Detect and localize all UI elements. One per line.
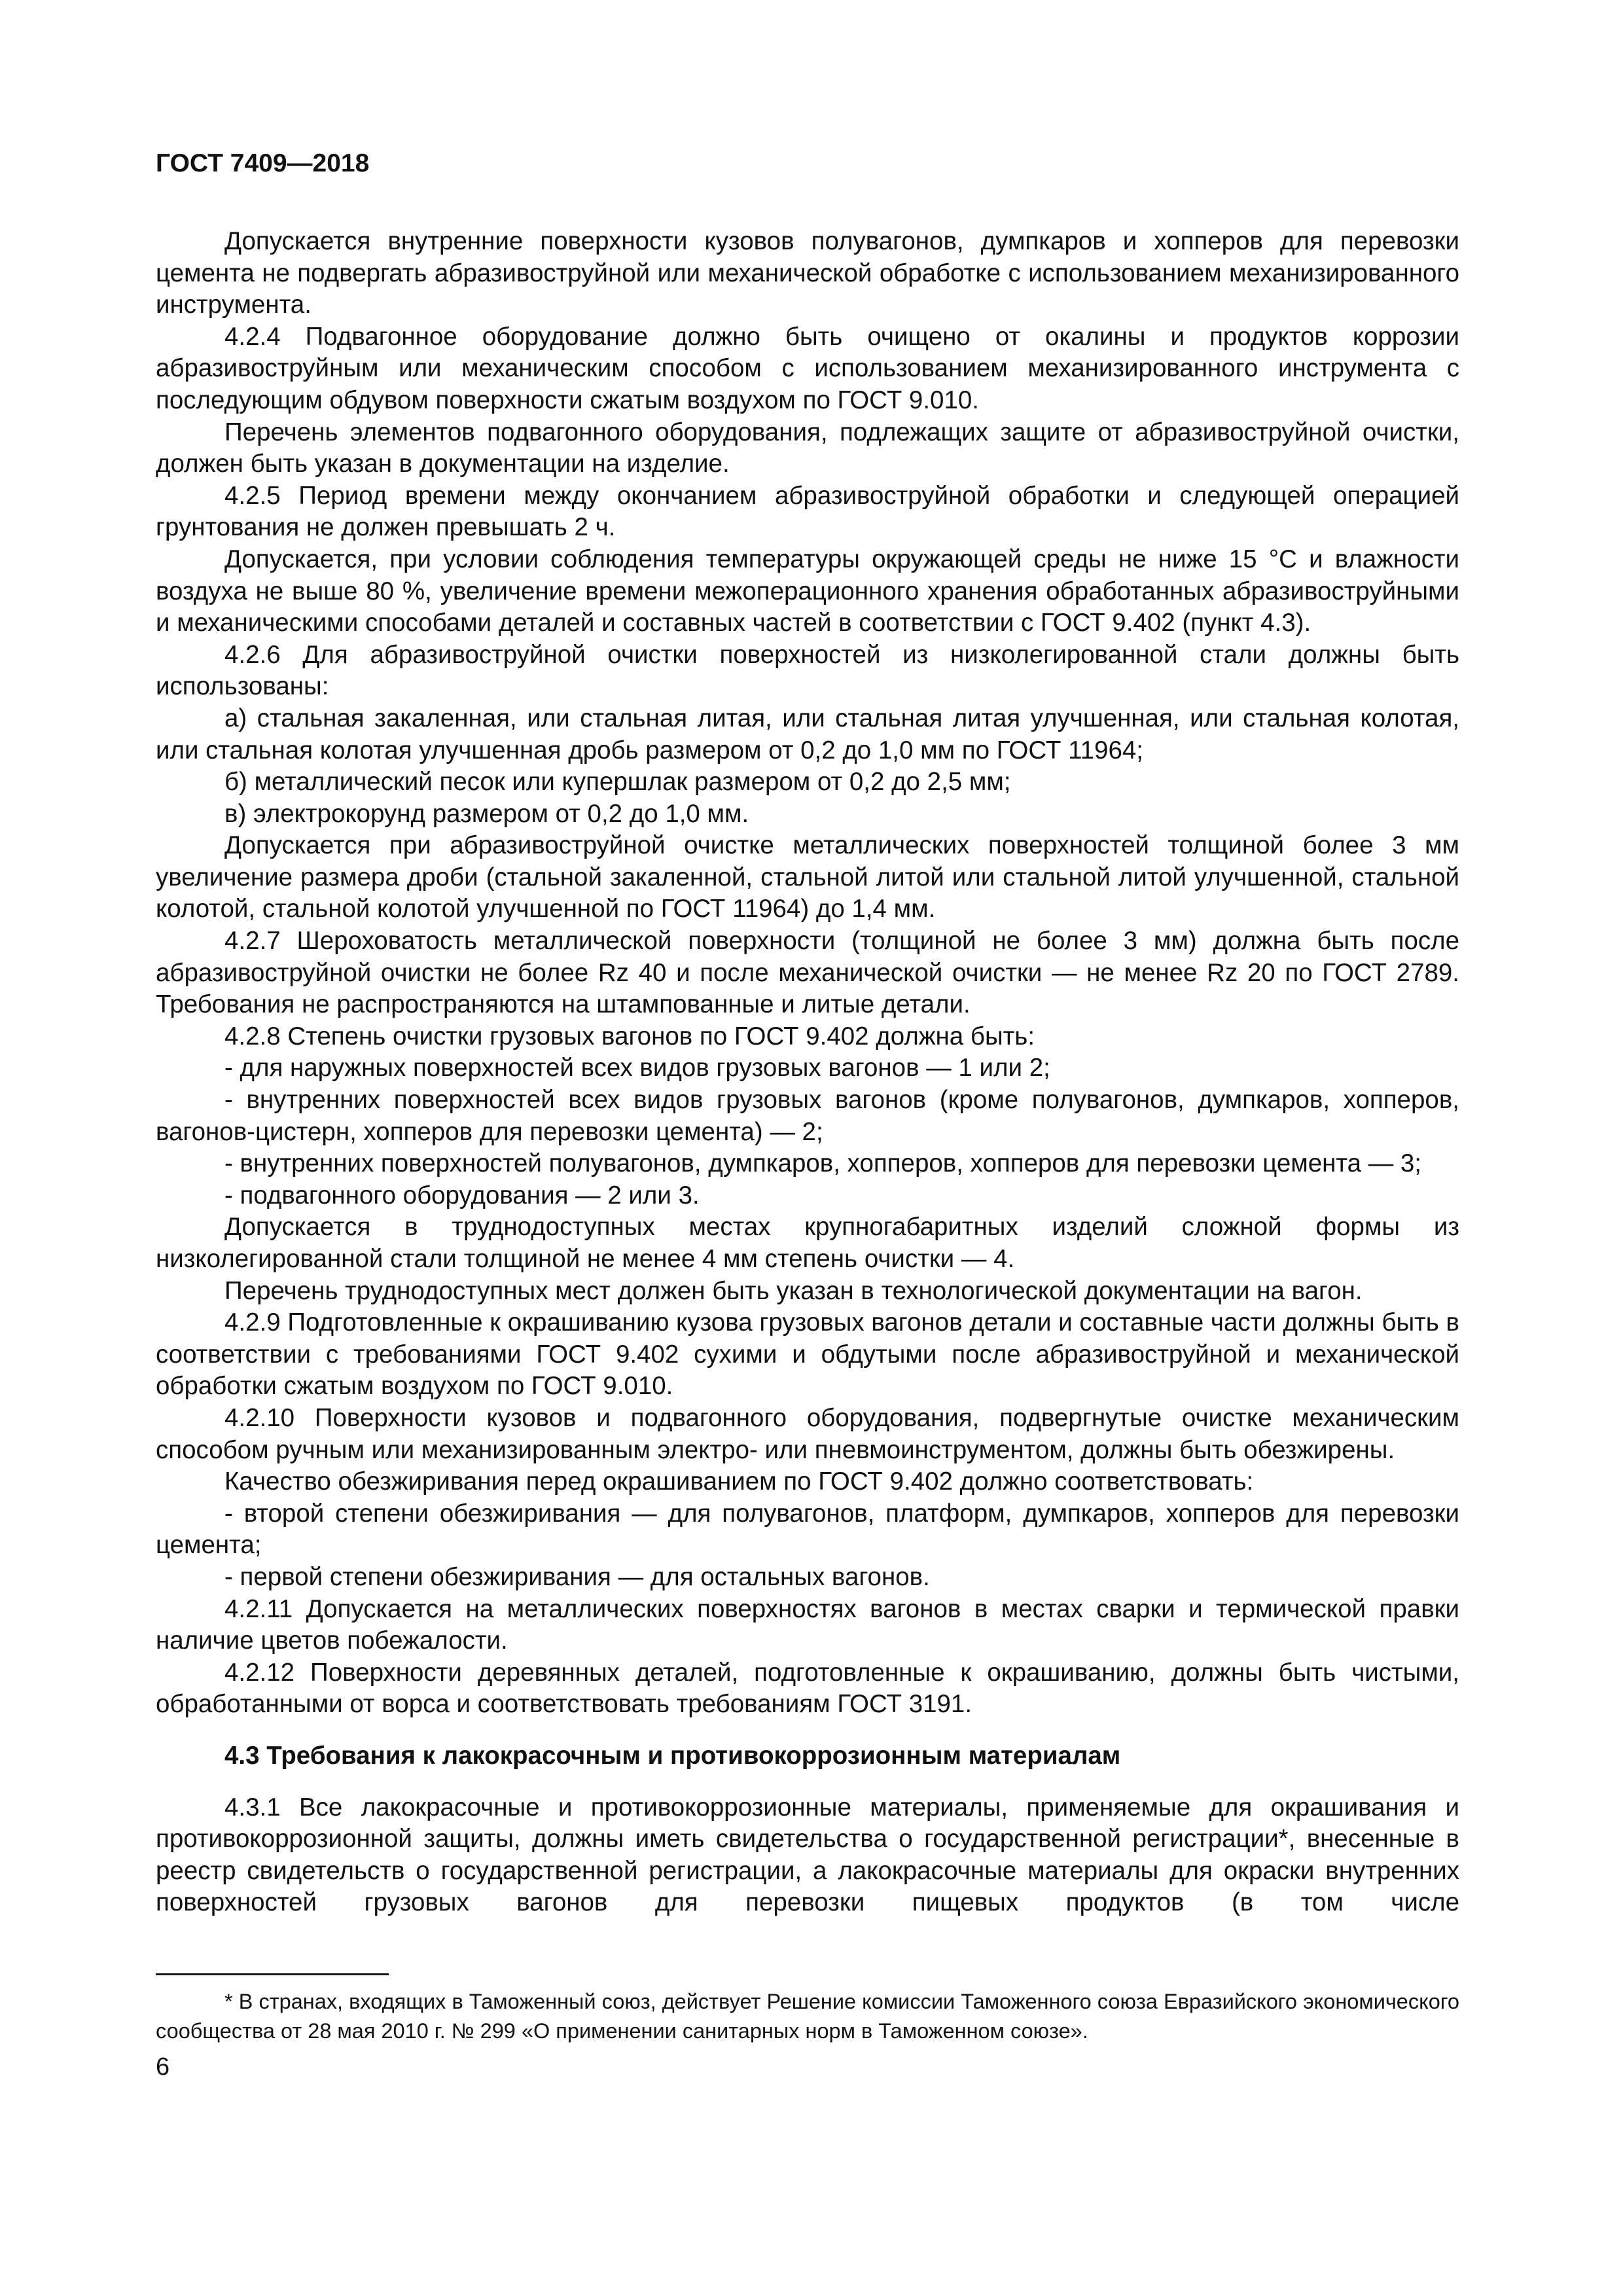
footnote-divider	[156, 1973, 389, 1975]
list-item: - подвагонного оборудования — 2 или 3.	[224, 1181, 700, 1210]
paragraph: 4.2.6 Для абразивоструйной очистки поверхностей из низколегированной стали должны быть использованы:	[156, 640, 1459, 701]
document-body	[156, 226, 1459, 1919]
footnote-text: * В странах, входящих в Таможенный союз, действует Решение комиссии Таможенного союза Евразийского экономического сообщества от 28 мая 2010 г. № 299 «О применении санитарных норм в Таможенном союзе».	[156, 1990, 1459, 2043]
list-item: а) стальная закаленная, или стальная литая, или стальная литая улучшенная, или стальная колотая, или стальная колотая улучшенная дробь размером от 0,2 до 1,0 мм по ГОСТ 11964;	[156, 704, 1459, 764]
paragraph: Допускается внутренние поверхности кузовов полувагонов, думпкаров и хопперов для перевозки цемента не подвергать абразивоструйной или механической обработке с использованием механизированного инструмента.	[156, 227, 1459, 319]
list-item: - первой степени обезжиривания — для остальных вагонов.	[224, 1562, 930, 1591]
paragraph: Качество обезжиривания перед окрашиванием по ГОСТ 9.402 должно соответствовать:	[224, 1467, 1254, 1496]
paragraph: 4.2.5 Период времени между окончанием абразивоструйной обработки и следующей операцией грунтования не должен превышать 2 ч.	[156, 481, 1459, 542]
paragraph: Перечень элементов подвагонного оборудования, подлежащих защите от абразивоструйной очистки, должен быть указан в документации на изделие.	[156, 418, 1459, 478]
list-item: - внутренних поверхностей полувагонов, думпкаров, хопперов, хопперов для перевозки цемента — 3;	[224, 1149, 1421, 1178]
list-item: б) металлический песок или купершлак размером от 0,2 до 2,5 мм;	[224, 768, 1011, 797]
paragraph: Перечень труднодоступных мест должен быть указан в технологической документации на вагон.	[224, 1276, 1363, 1305]
list-item: - внутренних поверхностей всех видов грузовых вагонов (кроме полувагонов, думпкаров, хопперов, вагонов-цистерн, хопперов для перевозки цемента) — 2;	[156, 1086, 1459, 1146]
paragraph: Допускается при абразивоструйной очистке металлических поверхностей толщиной более 3 мм увеличение размера дроби (стальной закаленной, стальной литой или стальной литой улучшенной, стальной колотой, стальной колотой улучшенной по ГОСТ 11964) до 1,4 мм.	[156, 831, 1459, 924]
paragraph: 4.2.4 Подвагонное оборудование должно быть очищено от окалины и продуктов коррозии абразивоструйным или механическим способом с использованием механизированного инструмента с последующим обдувом поверхности сжатым воздухом по ГОСТ 9.010.	[156, 322, 1459, 414]
list-item: - второй степени обезжиривания — для полувагонов, платформ, думпкаров, хопперов для перевозки цемента;	[156, 1499, 1459, 1560]
document-header: ГОСТ 7409—2018	[156, 149, 370, 177]
paragraph: Допускается, при условии соблюдения температуры окружающей среды не ниже 15 °С и влажности воздуха не выше 80 %, увеличение времени межоперационного хранения обработанных абразивоструйными и механическими способами деталей и составных частей в соответствии с ГОСТ 9.402 (пункт 4.3).	[156, 545, 1459, 637]
paragraph: 4.2.8 Степень очистки грузовых вагонов по ГОСТ 9.402 должна быть:	[224, 1022, 1035, 1050]
paragraph: 4.3.1 Все лакокрасочные и противокоррозионные материалы, применяемые для окрашивания и противокоррозионной защиты, должны иметь свидетельства о государственной регистрации*, внесенные в реестр свидетельств о государственной регистрации, а лакокрасочные материалы для окраски внутренних поверхностей грузовых вагонов для перевозки пищевых продуктов (в том числе	[156, 1793, 1459, 1917]
footnote	[156, 1987, 1459, 2046]
paragraph: 4.2.10 Поверхности кузовов и подвагонного оборудования, подвергнутые очистке механическим способом ручным или механизированным электро- или пневмоинструментом, должны быть обезжирены.	[156, 1403, 1459, 1464]
paragraph: 4.2.12 Поверхности деревянных деталей, подготовленные к окрашиванию, должны быть чистыми, обработанными от ворса и соответствовать требованиям ГОСТ 3191.	[156, 1658, 1459, 1719]
paragraph: 4.2.9 Подготовленные к окрашиванию кузова грузовых вагонов детали и составные части должны быть в соответствии с требованиями ГОСТ 9.402 сухими и обдутыми после абразивоструйной и механической обработки сжатым воздухом по ГОСТ 9.010.	[156, 1308, 1459, 1401]
section-heading: 4.3 Требования к лакокрасочным и противокоррозионным материалам	[224, 1741, 1121, 1770]
list-item: - для наружных поверхностей всех видов грузовых вагонов — 1 или 2;	[224, 1054, 1050, 1083]
page-number: 6	[156, 2053, 170, 2081]
paragraph: 4.2.7 Шероховатость металлической поверхности (толщиной не более 3 мм) должна быть после абразивоструйной очистки не более Rz 40 и после механической очистки — не менее Rz 20 по ГОСТ 2789. Требования не распространяются на штампованные и литые детали.	[156, 927, 1459, 1019]
paragraph: Допускается в труднодоступных местах крупногабаритных изделий сложной формы из низколегированной стали толщиной не менее 4 мм степень очистки — 4.	[156, 1213, 1459, 1273]
paragraph: 4.2.11 Допускается на металлических поверхностях вагонов в местах сварки и термической правки наличие цветов побежалости.	[156, 1594, 1459, 1655]
list-item: в) электрокорунд размером от 0,2 до 1,0 мм.	[224, 799, 749, 828]
